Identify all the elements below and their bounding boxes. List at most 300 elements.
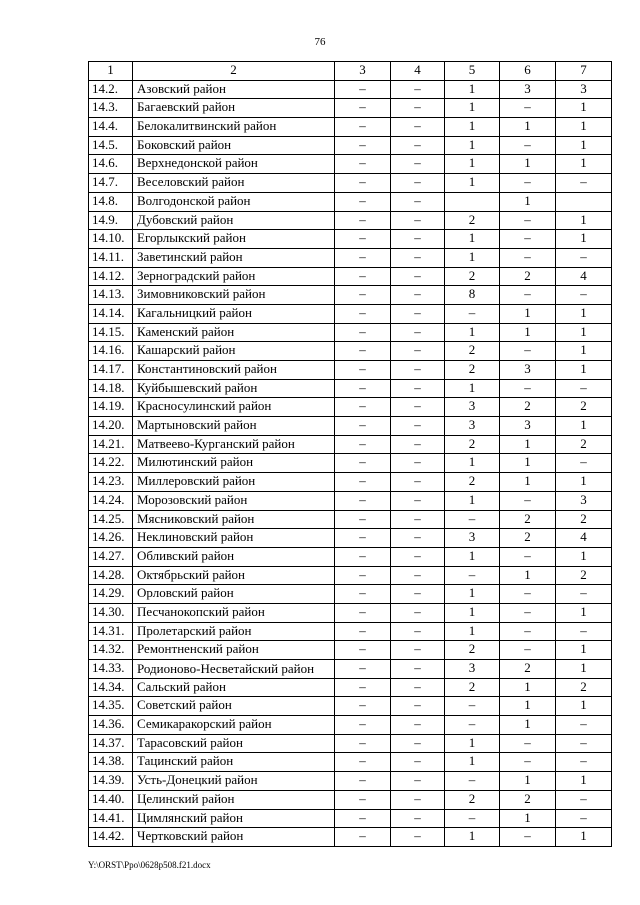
value-cell: – bbox=[500, 174, 556, 193]
value-cell: – bbox=[335, 192, 391, 211]
row-number-cell: 14.21. bbox=[89, 435, 133, 454]
row-number-cell: 14.12. bbox=[89, 267, 133, 286]
district-name-cell: Егорлыкский район bbox=[133, 230, 335, 249]
value-cell: 4 bbox=[556, 267, 612, 286]
row-number-cell: 14.37. bbox=[89, 734, 133, 753]
table-row bbox=[89, 304, 612, 323]
table-row bbox=[89, 772, 612, 791]
value-cell: – bbox=[445, 510, 500, 529]
value-cell: – bbox=[335, 585, 391, 604]
district-name-cell: Верхнедонской район bbox=[133, 155, 335, 174]
value-cell: – bbox=[335, 660, 391, 679]
value-cell: 1 bbox=[556, 641, 612, 660]
value-cell: – bbox=[335, 809, 391, 828]
value-cell: – bbox=[335, 342, 391, 361]
header-cell: 2 bbox=[133, 62, 335, 81]
row-number-cell: 14.16. bbox=[89, 342, 133, 361]
district-name-cell: Константиновский район bbox=[133, 361, 335, 380]
value-cell: 1 bbox=[445, 547, 500, 566]
row-number-cell: 14.23. bbox=[89, 473, 133, 492]
row-number-cell: 14.17. bbox=[89, 361, 133, 380]
value-cell: – bbox=[391, 118, 445, 137]
value-cell: 2 bbox=[556, 510, 612, 529]
value-cell: 4 bbox=[556, 529, 612, 548]
value-cell: 2 bbox=[445, 342, 500, 361]
table-row bbox=[89, 454, 612, 473]
value-cell: 2 bbox=[500, 529, 556, 548]
value-cell: 1 bbox=[556, 547, 612, 566]
row-number-cell: 14.20. bbox=[89, 417, 133, 436]
value-cell: – bbox=[391, 435, 445, 454]
value-cell: 3 bbox=[556, 80, 612, 99]
row-number-cell: 14.6. bbox=[89, 155, 133, 174]
value-cell: – bbox=[391, 230, 445, 249]
value-cell: 1 bbox=[445, 491, 500, 510]
value-cell: 3 bbox=[500, 417, 556, 436]
district-name-cell: Сальский район bbox=[133, 678, 335, 697]
value-cell: – bbox=[335, 622, 391, 641]
header-cell: 3 bbox=[335, 62, 391, 81]
value-cell: 1 bbox=[556, 772, 612, 791]
page-number: 76 bbox=[314, 36, 326, 48]
value-cell: – bbox=[335, 473, 391, 492]
value-cell: – bbox=[556, 809, 612, 828]
district-name-cell: Октябрьский район bbox=[133, 566, 335, 585]
value-cell: 1 bbox=[500, 192, 556, 211]
district-name-cell: Чертковский район bbox=[133, 828, 335, 847]
table-row bbox=[89, 398, 612, 417]
value-cell: – bbox=[391, 417, 445, 436]
value-cell: – bbox=[500, 286, 556, 305]
value-cell: – bbox=[500, 230, 556, 249]
row-number-cell: 14.34. bbox=[89, 678, 133, 697]
value-cell: 1 bbox=[445, 734, 500, 753]
row-number-cell: 14.9. bbox=[89, 211, 133, 230]
table-row bbox=[89, 80, 612, 99]
value-cell: – bbox=[335, 379, 391, 398]
value-cell: 3 bbox=[445, 417, 500, 436]
value-cell: 1 bbox=[445, 230, 500, 249]
value-cell: – bbox=[335, 753, 391, 772]
table-row bbox=[89, 809, 612, 828]
district-name-cell: Веселовский район bbox=[133, 174, 335, 193]
district-name-cell: Морозовский район bbox=[133, 491, 335, 510]
value-cell: 1 bbox=[445, 323, 500, 342]
value-cell: – bbox=[391, 192, 445, 211]
value-cell: – bbox=[335, 248, 391, 267]
district-name-cell: Кагальницкий район bbox=[133, 304, 335, 323]
district-name-cell: Неклиновский район bbox=[133, 529, 335, 548]
value-cell: 1 bbox=[556, 603, 612, 622]
table-row bbox=[89, 510, 612, 529]
table-row bbox=[89, 547, 612, 566]
value-cell: – bbox=[556, 174, 612, 193]
row-number-cell: 14.27. bbox=[89, 547, 133, 566]
value-cell: 1 bbox=[500, 473, 556, 492]
table-row bbox=[89, 379, 612, 398]
value-cell: – bbox=[391, 622, 445, 641]
district-name-cell: Мартыновский район bbox=[133, 417, 335, 436]
value-cell: – bbox=[335, 566, 391, 585]
row-number-cell: 14.19. bbox=[89, 398, 133, 417]
value-cell: 1 bbox=[556, 155, 612, 174]
district-name-cell: Дубовский район bbox=[133, 211, 335, 230]
value-cell: 2 bbox=[500, 398, 556, 417]
value-cell: – bbox=[335, 286, 391, 305]
value-cell: 1 bbox=[445, 248, 500, 267]
table-row bbox=[89, 230, 612, 249]
value-cell: – bbox=[391, 603, 445, 622]
value-cell: – bbox=[445, 809, 500, 828]
value-cell: – bbox=[335, 80, 391, 99]
row-number-cell: 14.7. bbox=[89, 174, 133, 193]
value-cell: – bbox=[391, 211, 445, 230]
district-name-cell: Красносулинский район bbox=[133, 398, 335, 417]
district-name-cell: Кашарский район bbox=[133, 342, 335, 361]
value-cell: – bbox=[556, 716, 612, 735]
value-cell: 1 bbox=[500, 118, 556, 137]
value-cell: – bbox=[335, 155, 391, 174]
value-cell: 1 bbox=[500, 566, 556, 585]
value-cell: – bbox=[335, 510, 391, 529]
table-row bbox=[89, 716, 612, 735]
value-cell: – bbox=[391, 473, 445, 492]
value-cell: – bbox=[391, 342, 445, 361]
value-cell: – bbox=[335, 136, 391, 155]
district-name-cell: Матвеево-Курганский район bbox=[133, 435, 335, 454]
row-number-cell: 14.25. bbox=[89, 510, 133, 529]
row-number-cell: 14.28. bbox=[89, 566, 133, 585]
value-cell: 1 bbox=[500, 454, 556, 473]
value-cell: 1 bbox=[500, 304, 556, 323]
row-number-cell: 14.26. bbox=[89, 529, 133, 548]
district-name-cell: Семикаракорский район bbox=[133, 716, 335, 735]
district-name-cell: Багаевский район bbox=[133, 99, 335, 118]
value-cell: – bbox=[335, 641, 391, 660]
row-number-cell: 14.30. bbox=[89, 603, 133, 622]
header-cell: 6 bbox=[500, 62, 556, 81]
district-name-cell: Заветинский район bbox=[133, 248, 335, 267]
value-cell: 1 bbox=[500, 716, 556, 735]
value-cell: – bbox=[391, 379, 445, 398]
value-cell: 2 bbox=[556, 398, 612, 417]
value-cell: – bbox=[556, 753, 612, 772]
value-cell: 1 bbox=[445, 603, 500, 622]
value-cell: – bbox=[335, 790, 391, 809]
value-cell: 3 bbox=[500, 80, 556, 99]
value-cell: – bbox=[500, 828, 556, 847]
table-row bbox=[89, 435, 612, 454]
value-cell: – bbox=[391, 136, 445, 155]
value-cell: – bbox=[335, 304, 391, 323]
value-cell: 2 bbox=[500, 510, 556, 529]
value-cell: – bbox=[391, 547, 445, 566]
value-cell: 3 bbox=[445, 529, 500, 548]
row-number-cell: 14.8. bbox=[89, 192, 133, 211]
table-row bbox=[89, 603, 612, 622]
value-cell: 1 bbox=[445, 118, 500, 137]
value-cell: – bbox=[391, 716, 445, 735]
value-cell: – bbox=[391, 155, 445, 174]
value-cell: – bbox=[391, 267, 445, 286]
value-cell: – bbox=[500, 547, 556, 566]
value-cell: – bbox=[335, 435, 391, 454]
value-cell: – bbox=[500, 248, 556, 267]
value-cell: – bbox=[335, 734, 391, 753]
district-name-cell: Пролетарский район bbox=[133, 622, 335, 641]
header-cell: 1 bbox=[89, 62, 133, 81]
table-row bbox=[89, 99, 612, 118]
value-cell: – bbox=[556, 248, 612, 267]
table-row bbox=[89, 734, 612, 753]
value-cell: – bbox=[445, 566, 500, 585]
value-cell: – bbox=[391, 809, 445, 828]
value-cell: 2 bbox=[500, 790, 556, 809]
district-name-cell: Ремонтненский район bbox=[133, 641, 335, 660]
table-row bbox=[89, 641, 612, 660]
value-cell: – bbox=[391, 585, 445, 604]
district-name-cell: Зимовниковский район bbox=[133, 286, 335, 305]
district-name-cell: Каменский район bbox=[133, 323, 335, 342]
table-row bbox=[89, 529, 612, 548]
value-cell: 2 bbox=[556, 678, 612, 697]
value-cell: 1 bbox=[500, 155, 556, 174]
value-cell: – bbox=[391, 510, 445, 529]
value-cell: 1 bbox=[500, 697, 556, 716]
header-cell: 4 bbox=[391, 62, 445, 81]
value-cell bbox=[445, 192, 500, 211]
value-cell: 1 bbox=[556, 697, 612, 716]
table-row bbox=[89, 828, 612, 847]
table-row bbox=[89, 361, 612, 380]
district-name-cell: Волгодонской район bbox=[133, 192, 335, 211]
row-number-cell: 14.33. bbox=[89, 660, 133, 679]
value-cell: 1 bbox=[556, 342, 612, 361]
value-cell: – bbox=[335, 174, 391, 193]
row-number-cell: 14.24. bbox=[89, 491, 133, 510]
district-name-cell: Советский район bbox=[133, 697, 335, 716]
value-cell: – bbox=[335, 230, 391, 249]
value-cell: – bbox=[335, 697, 391, 716]
value-cell: 8 bbox=[445, 286, 500, 305]
value-cell: – bbox=[391, 361, 445, 380]
value-cell: 3 bbox=[500, 361, 556, 380]
table-row bbox=[89, 323, 612, 342]
value-cell: – bbox=[500, 491, 556, 510]
value-cell: 1 bbox=[556, 118, 612, 137]
value-cell: – bbox=[391, 323, 445, 342]
value-cell: 1 bbox=[445, 585, 500, 604]
table-row bbox=[89, 678, 612, 697]
value-cell: – bbox=[335, 491, 391, 510]
value-cell: 1 bbox=[445, 828, 500, 847]
row-number-cell: 14.42. bbox=[89, 828, 133, 847]
value-cell: – bbox=[335, 547, 391, 566]
row-number-cell: 14.3. bbox=[89, 99, 133, 118]
district-name-cell: Куйбышевский район bbox=[133, 379, 335, 398]
value-cell: – bbox=[500, 753, 556, 772]
district-name-cell: Целинский район bbox=[133, 790, 335, 809]
value-cell: 1 bbox=[556, 99, 612, 118]
value-cell: – bbox=[500, 99, 556, 118]
value-cell: – bbox=[500, 641, 556, 660]
table-row bbox=[89, 697, 612, 716]
value-cell: 1 bbox=[445, 155, 500, 174]
value-cell: – bbox=[335, 454, 391, 473]
value-cell: 3 bbox=[556, 491, 612, 510]
value-cell: – bbox=[556, 585, 612, 604]
value-cell: – bbox=[391, 454, 445, 473]
value-cell: 1 bbox=[556, 230, 612, 249]
table-row bbox=[89, 473, 612, 492]
value-cell: 1 bbox=[500, 678, 556, 697]
table-row bbox=[89, 417, 612, 436]
value-cell: – bbox=[391, 828, 445, 847]
row-number-cell: 14.2. bbox=[89, 80, 133, 99]
value-cell: – bbox=[556, 790, 612, 809]
value-cell: – bbox=[445, 304, 500, 323]
value-cell: – bbox=[445, 697, 500, 716]
table-row bbox=[89, 248, 612, 267]
value-cell: 1 bbox=[556, 304, 612, 323]
value-cell: 2 bbox=[500, 660, 556, 679]
value-cell: – bbox=[391, 304, 445, 323]
table-row bbox=[89, 267, 612, 286]
district-name-cell: Орловский район bbox=[133, 585, 335, 604]
value-cell: – bbox=[445, 716, 500, 735]
value-cell: 1 bbox=[500, 772, 556, 791]
table-row bbox=[89, 211, 612, 230]
value-cell: – bbox=[500, 379, 556, 398]
value-cell: – bbox=[335, 323, 391, 342]
district-name-cell: Милютинский район bbox=[133, 454, 335, 473]
district-name-cell: Зерноградский район bbox=[133, 267, 335, 286]
row-number-cell: 14.41. bbox=[89, 809, 133, 828]
value-cell: – bbox=[335, 267, 391, 286]
table-row bbox=[89, 174, 612, 193]
value-cell: 1 bbox=[556, 417, 612, 436]
value-cell: 1 bbox=[556, 136, 612, 155]
row-number-cell: 14.32. bbox=[89, 641, 133, 660]
row-number-cell: 14.29. bbox=[89, 585, 133, 604]
district-name-cell: Миллеровский район bbox=[133, 473, 335, 492]
table-row bbox=[89, 192, 612, 211]
value-cell: – bbox=[335, 118, 391, 137]
value-cell: 2 bbox=[445, 473, 500, 492]
value-cell: – bbox=[391, 529, 445, 548]
district-name-cell: Тацинский район bbox=[133, 753, 335, 772]
value-cell: – bbox=[335, 603, 391, 622]
value-cell: – bbox=[335, 398, 391, 417]
district-name-cell: Цимлянский район bbox=[133, 809, 335, 828]
value-cell: – bbox=[391, 491, 445, 510]
value-cell: – bbox=[500, 734, 556, 753]
row-number-cell: 14.15. bbox=[89, 323, 133, 342]
table-row bbox=[89, 136, 612, 155]
value-cell: – bbox=[391, 286, 445, 305]
value-cell: – bbox=[335, 678, 391, 697]
district-name-cell: Песчанокопский район bbox=[133, 603, 335, 622]
value-cell: 1 bbox=[500, 435, 556, 454]
value-cell: – bbox=[391, 753, 445, 772]
table-row bbox=[89, 491, 612, 510]
value-cell: 3 bbox=[445, 398, 500, 417]
district-name-cell: Родионово-Несветайский район bbox=[133, 660, 335, 679]
row-number-cell: 14.38. bbox=[89, 753, 133, 772]
value-cell bbox=[556, 192, 612, 211]
value-cell: 2 bbox=[445, 361, 500, 380]
district-table bbox=[88, 61, 612, 847]
value-cell: 2 bbox=[556, 566, 612, 585]
value-cell: – bbox=[556, 286, 612, 305]
value-cell: 2 bbox=[445, 790, 500, 809]
table-row bbox=[89, 342, 612, 361]
value-cell: 1 bbox=[556, 473, 612, 492]
value-cell: 1 bbox=[445, 136, 500, 155]
value-cell: – bbox=[335, 99, 391, 118]
value-cell: – bbox=[556, 734, 612, 753]
row-number-cell: 14.35. bbox=[89, 697, 133, 716]
table-row bbox=[89, 566, 612, 585]
value-cell: – bbox=[335, 772, 391, 791]
value-cell: – bbox=[391, 398, 445, 417]
value-cell: 1 bbox=[556, 660, 612, 679]
value-cell: – bbox=[335, 211, 391, 230]
value-cell: – bbox=[391, 174, 445, 193]
value-cell: – bbox=[556, 454, 612, 473]
value-cell: – bbox=[500, 622, 556, 641]
row-number-cell: 14.40. bbox=[89, 790, 133, 809]
value-cell: – bbox=[391, 99, 445, 118]
value-cell: 1 bbox=[500, 323, 556, 342]
value-cell: – bbox=[391, 641, 445, 660]
value-cell: – bbox=[500, 136, 556, 155]
row-number-cell: 14.18. bbox=[89, 379, 133, 398]
value-cell: 3 bbox=[445, 660, 500, 679]
value-cell: – bbox=[391, 248, 445, 267]
row-number-cell: 14.22. bbox=[89, 454, 133, 473]
value-cell: 2 bbox=[445, 678, 500, 697]
value-cell: – bbox=[445, 772, 500, 791]
value-cell: – bbox=[391, 660, 445, 679]
header-cell: 7 bbox=[556, 62, 612, 81]
value-cell: 2 bbox=[445, 267, 500, 286]
table-header-row bbox=[89, 62, 612, 81]
table-row bbox=[89, 286, 612, 305]
value-cell: – bbox=[391, 734, 445, 753]
value-cell: 1 bbox=[556, 361, 612, 380]
row-number-cell: 14.11. bbox=[89, 248, 133, 267]
row-number-cell: 14.4. bbox=[89, 118, 133, 137]
district-name-cell: Обливский район bbox=[133, 547, 335, 566]
footer-file-path: Y:\ORST\Ppo\0628p508.f21.docx bbox=[88, 860, 211, 870]
value-cell: – bbox=[500, 211, 556, 230]
table-row bbox=[89, 622, 612, 641]
header-cell: 5 bbox=[445, 62, 500, 81]
value-cell: 1 bbox=[500, 809, 556, 828]
value-cell: 2 bbox=[445, 435, 500, 454]
value-cell: – bbox=[335, 529, 391, 548]
value-cell: – bbox=[556, 622, 612, 641]
value-cell: – bbox=[391, 790, 445, 809]
table-row bbox=[89, 753, 612, 772]
table-row bbox=[89, 155, 612, 174]
row-number-cell: 14.10. bbox=[89, 230, 133, 249]
table-row bbox=[89, 585, 612, 604]
value-cell: 1 bbox=[445, 622, 500, 641]
district-name-cell: Усть-Донецкий район bbox=[133, 772, 335, 791]
value-cell: – bbox=[500, 342, 556, 361]
